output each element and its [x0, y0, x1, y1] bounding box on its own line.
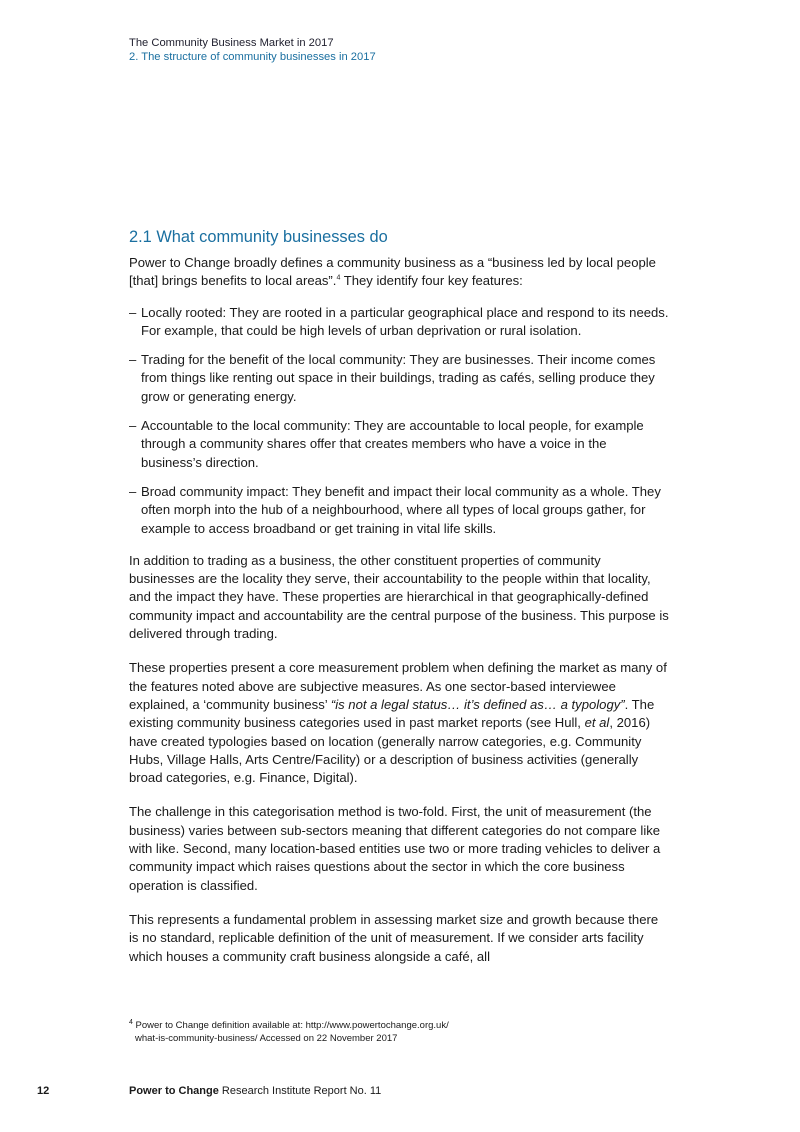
page-number: 12 — [37, 1085, 50, 1097]
footnote — [129, 1020, 529, 1045]
running-head — [129, 36, 376, 64]
feature-text: Trading for the benefit of the local community: They are businesses. Their income comes from things like renting out space in their buildings, trading as cafés, selling produce they grow or generating energy. — [141, 352, 656, 404]
report-name: Research Institute Report No. 11 — [218, 1085, 382, 1097]
section-heading: 2.1 What community businesses do — [129, 228, 388, 246]
feature-text: Accountable to the local community: They are accountable to local people, for example through a community shares offer that creates members who have a voice in the business’s direction. — [141, 418, 644, 470]
dash-bullet: – — [129, 418, 137, 434]
text-run: . The existing community business categories used in past market reports (see Hull, — [129, 696, 655, 731]
text-run: These properties present a core measurement problem when defining the market as many of the features noted above are subjective measures. As one sector-based interviewee explained, a ‘community business’ — [129, 660, 667, 712]
chapter-title: 2. The structure of community businesses in 2017 — [129, 51, 376, 63]
footnote-link-continuation[interactable]: what-is-community-business/ Accessed on 22 November 2017 — [135, 1032, 398, 1044]
text-run: , 2016) have created typologies based on location (generally narrow categories, e.g. Community Hubs, Village Halls, Arts Centre/Facility) or a description of business activities (generally broad categories, e.g. Finance, Digital). — [129, 715, 651, 786]
paragraph-constituent-properties: In addition to trading as a business, the other constituent properties of community businesses are the locality they serve, their accountability to the people within that locality, and the impact they have. These properties are hierarchical in that geographically-defined community impact and accountability are the central purpose of the business. This purpose is delivered through trading. — [129, 552, 669, 642]
report-title: The Community Business Market in 2017 — [129, 37, 334, 49]
citation-et-al: et al — [584, 715, 610, 731]
dash-bullet: – — [129, 304, 137, 320]
paragraph-challenge: The challenge in this categorisation method is two-fold. First, the unit of measurement (the business) varies between sub-sectors meaning that different categories do not compare like with like. Second, many location-based entities use two or more trading vehicles to deliver a community impact which raises questions about the sector in which the core business operation is classified. — [129, 804, 661, 893]
feature-item-trading — [129, 351, 669, 406]
paragraph-fundamental-problem: This represents a fundamental problem in assessing market size and growth because there is no standard, replicable definition of the unit of measurement. If we consider arts facility which houses a community craft business alongside a café, all — [129, 911, 659, 964]
dash-bullet: – — [129, 352, 137, 368]
main-content — [129, 226, 669, 982]
intro-text-end: They identify four key features: — [340, 273, 523, 289]
footnote-text: Power to Change definition available at: http://www.powertochange.org.uk/ — [132, 1020, 449, 1031]
footnote-reference[interactable]: 4 — [336, 274, 341, 282]
dash-bullet: – — [129, 483, 137, 499]
feature-text: Locally rooted: They are rooted in a particular geographical place and respond to its needs. For example, that could be high levels of urban deprivation or rural isolation. — [141, 304, 669, 338]
paragraph-measurement-problem — [129, 659, 669, 787]
intro-paragraph — [129, 254, 669, 291]
feature-item-broad-impact — [129, 483, 669, 538]
footnote-number: 4 — [129, 1018, 133, 1026]
brand-name: Power to Change — [129, 1085, 219, 1097]
feature-text: Broad community impact: They benefit and impact their local community as a whole. They often morph into the hub of a neighbourhood, where all types of local groups gather, for example to access broadband or get training in vital life skills. — [141, 483, 661, 536]
feature-item-accountable — [129, 417, 669, 472]
feature-item-locally-rooted — [129, 304, 669, 341]
footer-report-title — [129, 1084, 381, 1098]
features-list — [129, 304, 669, 538]
interviewee-quote: “is not a legal status… it’s defined as… a typology” — [330, 696, 625, 712]
intro-text: Power to Change broadly defines a community business as a “business led by local people [that] brings benefits to local areas”. — [129, 255, 656, 289]
